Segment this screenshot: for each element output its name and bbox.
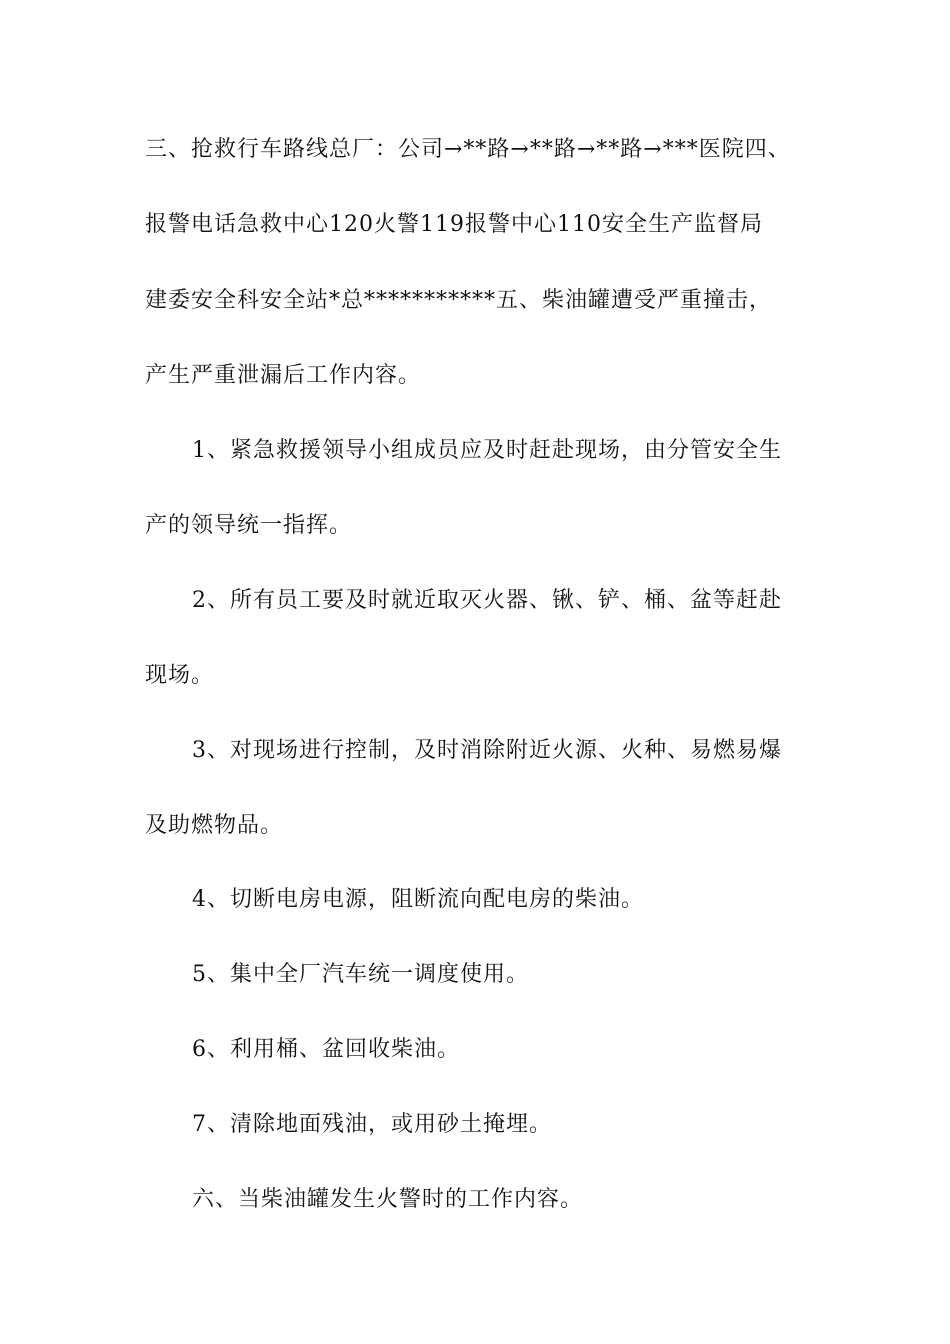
text-line-2: 报警电话急救中心120火警119报警中心110安全生产监督局 — [145, 212, 763, 237]
text-line-7: 2、所有员工要及时就近取灭火器、锹、铲、桶、盆等赶赴 — [192, 588, 782, 613]
text-line-4: 产生严重泄漏后工作内容。 — [145, 363, 422, 388]
text-line-11: 4、切断电房电源，阻断流向配电房的柴油。 — [192, 887, 644, 912]
text-line-12: 5、集中全厂汽车统一调度使用。 — [192, 962, 529, 987]
text-line-15: 六、当柴油罐发生火警时的工作内容。 — [192, 1187, 584, 1212]
text-line-8: 现场。 — [145, 663, 215, 688]
text-line-1: 三、抢救行车路线总厂：公司→**路→**路→**路→***医院四、 — [145, 137, 791, 162]
text-line-3: 建委安全科安全站*总***********五、柴油罐遭受严重撞击， — [145, 288, 773, 313]
text-line-6: 产的领导统一指挥。 — [145, 513, 353, 538]
text-line-14: 7、清除地面残油，或用砂土掩埋。 — [192, 1112, 552, 1137]
text-line-9: 3、对现场进行控制，及时消除附近火源、火种、易燃易爆 — [192, 738, 782, 763]
text-line-5: 1、紧急救援领导小组成员应及时赶赴现场，由分管安全生 — [192, 438, 782, 463]
text-line-13: 6、利用桶、盆回收柴油。 — [192, 1037, 460, 1062]
text-line-10: 及助燃物品。 — [145, 813, 284, 838]
